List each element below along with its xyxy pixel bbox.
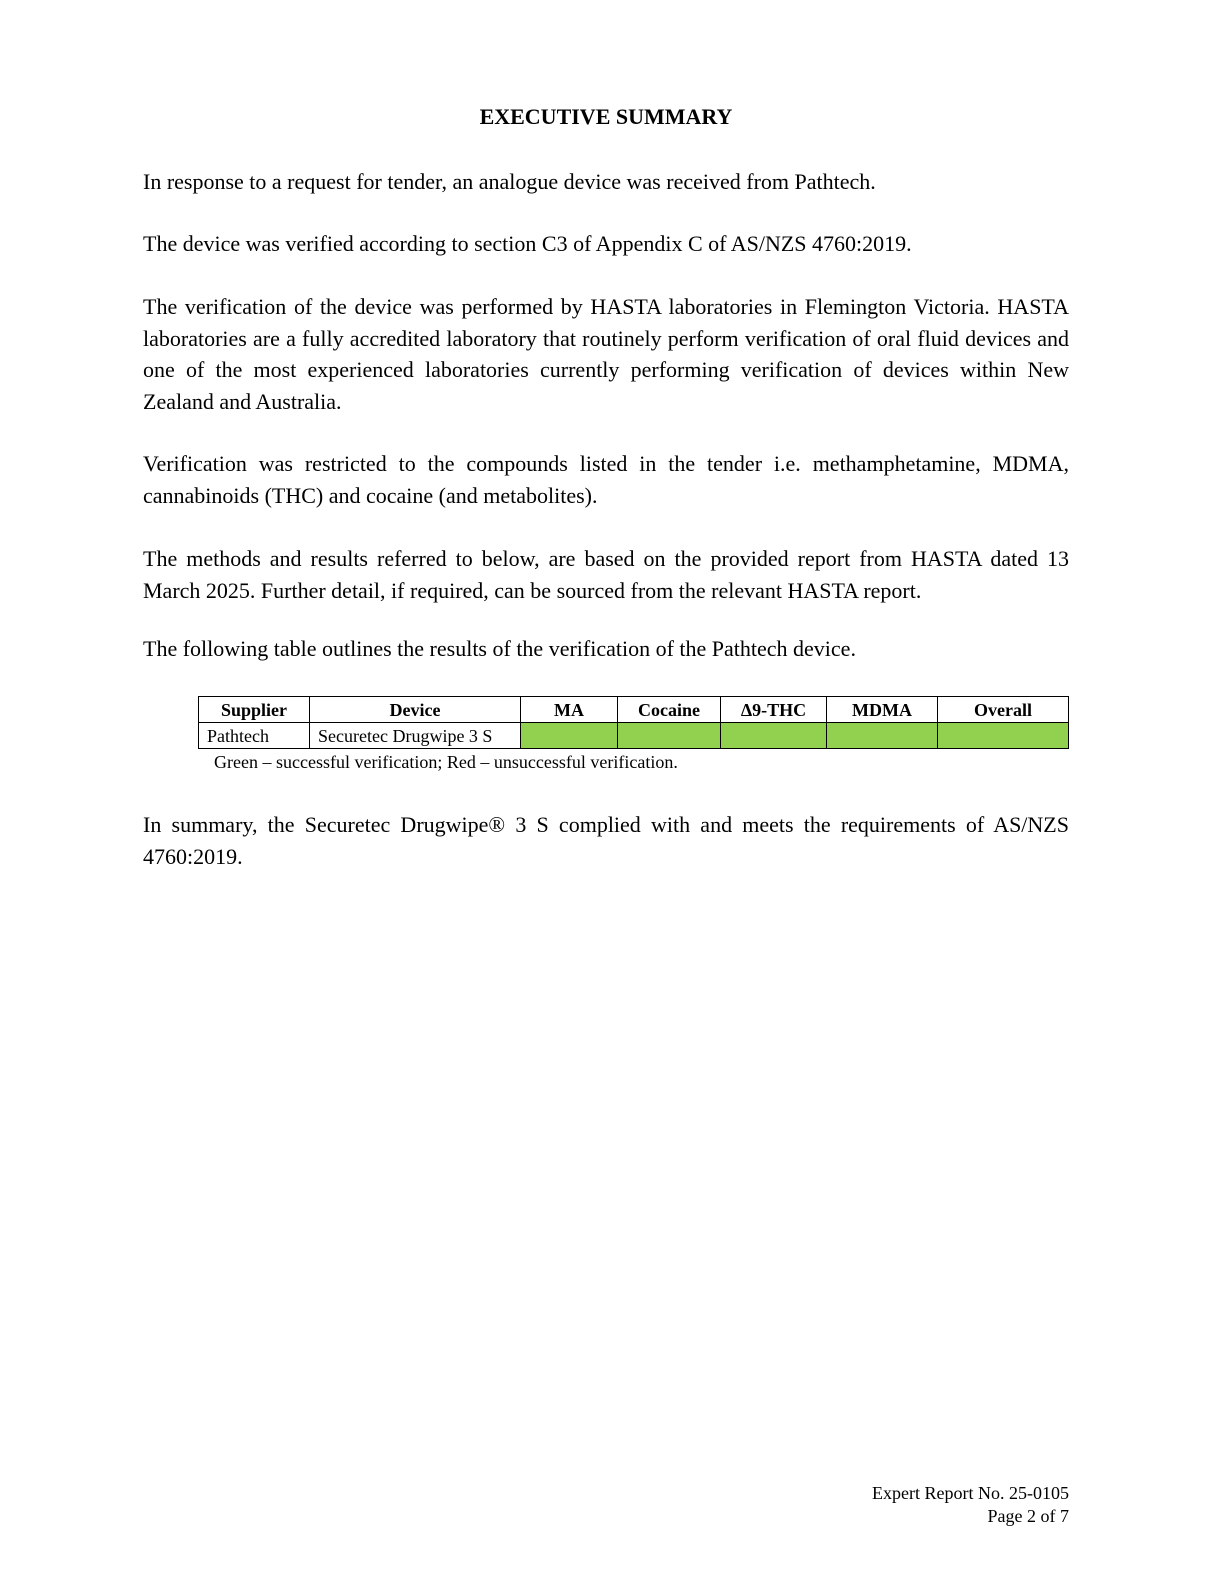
- cell-thc-result: [721, 723, 827, 749]
- page-footer: [872, 1482, 1069, 1528]
- page-title: EXECUTIVE SUMMARY: [479, 104, 733, 129]
- cell-mdma-result: [827, 723, 938, 749]
- paragraph-summary: In summary, the Securetec Drugwipe® 3 S complied with and meets the requirements of AS/NZS 4760:2019.: [143, 812, 1069, 869]
- cell-device: Securetec Drugwipe 3 S: [310, 723, 521, 749]
- header-thc: Δ9-THC: [721, 697, 827, 723]
- header-device: Device: [310, 697, 521, 723]
- cell-ma-result: [521, 723, 618, 749]
- cell-cocaine-result: [618, 723, 721, 749]
- report-number: Expert Report No. 25-0105: [872, 1483, 1069, 1503]
- paragraph-intro: In response to a request for tender, an analogue device was received from Pathtech.: [143, 169, 876, 194]
- paragraph-table-intro: The following table outlines the results of the verification of the Pathtech device.: [143, 636, 856, 661]
- cell-overall-result: [938, 723, 1069, 749]
- header-ma: MA: [521, 697, 618, 723]
- table-row: [199, 723, 1069, 749]
- header-cocaine: Cocaine: [618, 697, 721, 723]
- header-overall: Overall: [938, 697, 1069, 723]
- paragraph-methods: The methods and results referred to below, are based on the provided report from HASTA dated 13 March 2025. Further detail, if required, can be sourced from the relevant HASTA report.: [143, 546, 1069, 603]
- results-table: [198, 696, 1069, 749]
- table-legend: Green – successful verification; Red – unsuccessful verification.: [214, 752, 678, 772]
- paragraph-standard: The device was verified according to section C3 of Appendix C of AS/NZS 4760:2019.: [143, 231, 912, 256]
- page-number: Page 2 of 7: [987, 1506, 1069, 1526]
- table-header-row: [199, 697, 1069, 723]
- header-supplier: Supplier: [199, 697, 310, 723]
- header-mdma: MDMA: [827, 697, 938, 723]
- paragraph-compounds: Verification was restricted to the compounds listed in the tender i.e. methamphetamine, MDMA, cannabinoids (THC) and cocaine (and metabolites).: [143, 451, 1069, 508]
- cell-supplier: Pathtech: [199, 723, 310, 749]
- paragraph-laboratory: The verification of the device was performed by HASTA laboratories in Flemington Victoria. HASTA laboratories are a fully accredited laboratory that routinely perform verification of oral fluid devices and one of the most experienced laboratories currently performing verification of devices within New Zealand and Australia.: [143, 294, 1069, 414]
